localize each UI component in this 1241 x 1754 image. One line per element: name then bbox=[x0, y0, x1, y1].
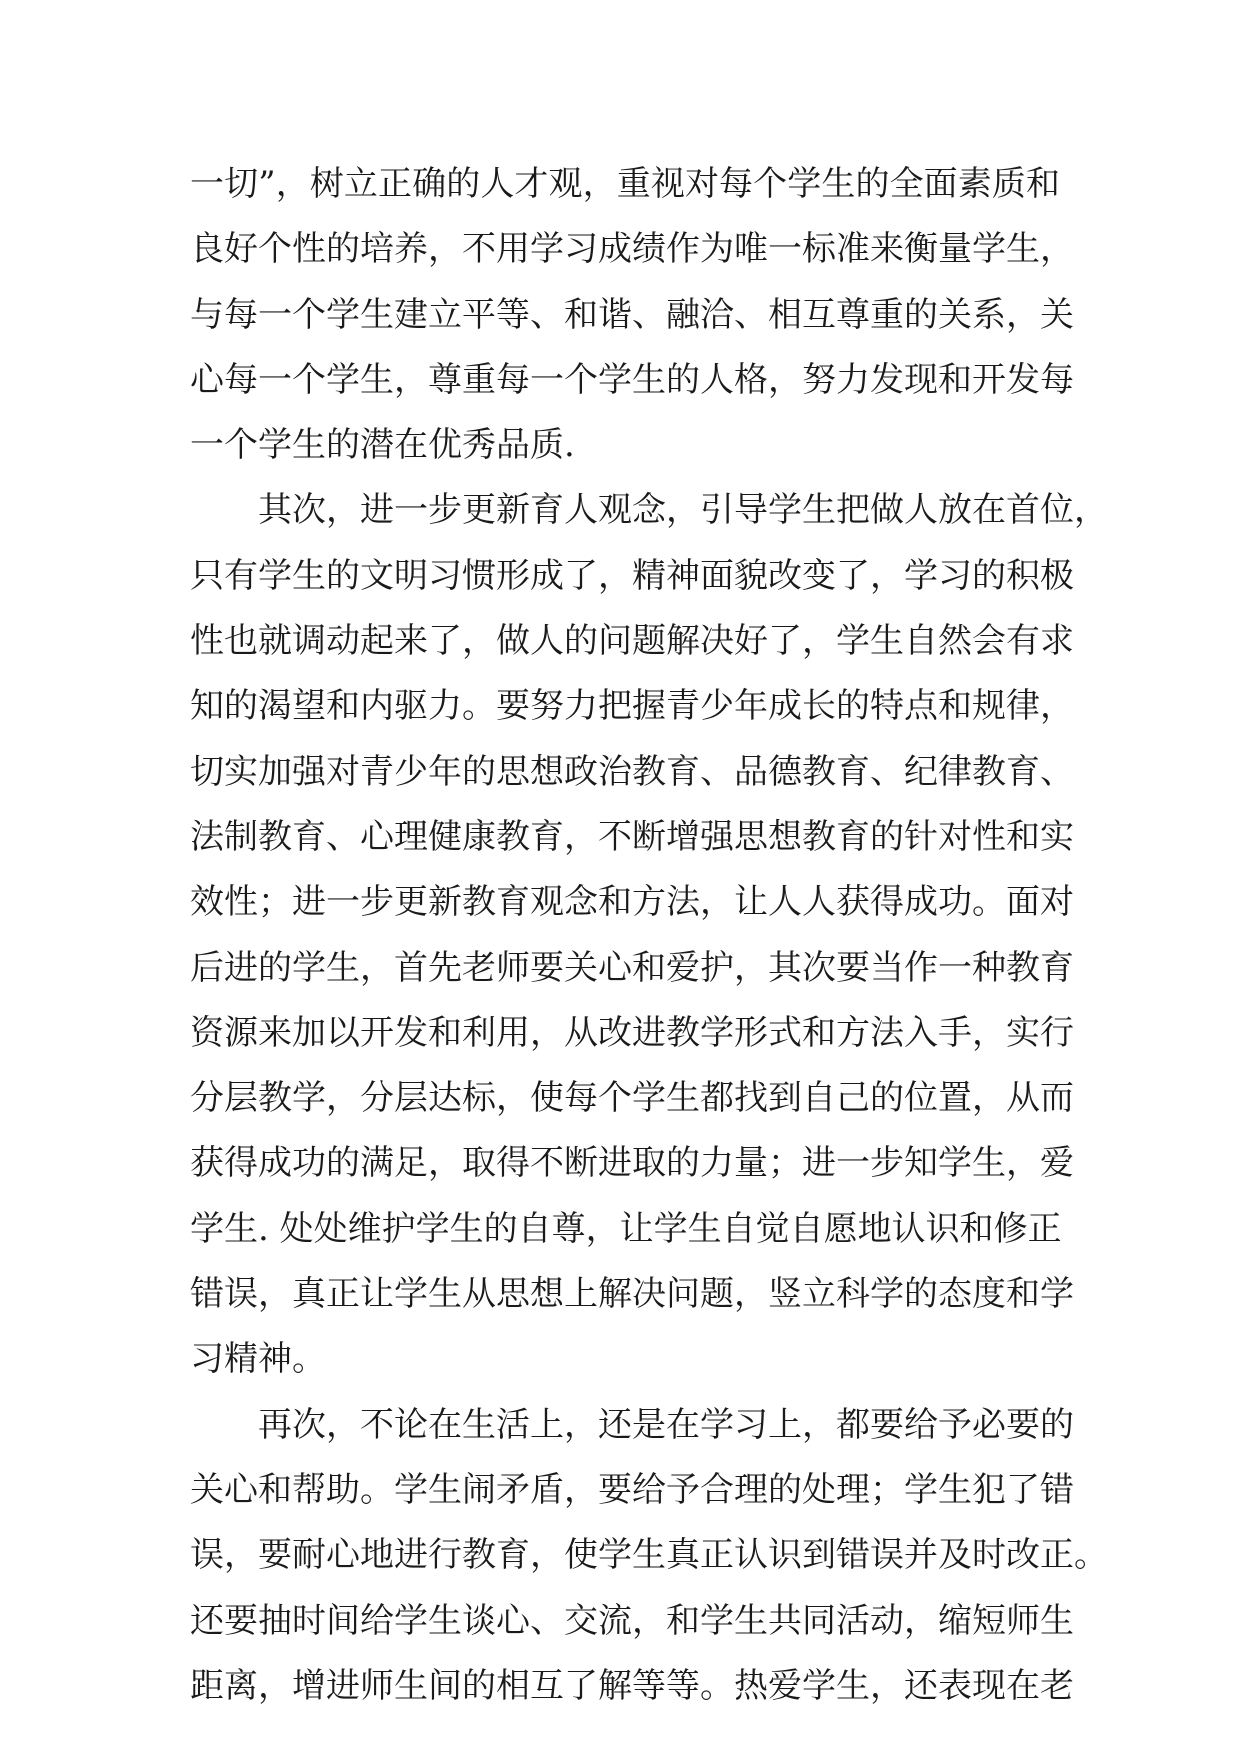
text-line: 效性；进一步更新教育观念和方法，让人人获得成功。面对 bbox=[190, 882, 1074, 923]
text-line: 还要抽时间给学生谈心、交流，和学生共同活动，缩短师生 bbox=[190, 1600, 1074, 1641]
body-text bbox=[190, 152, 1108, 1719]
text-line: 一切”，树立正确的人才观，重视对每个学生的全面素质和 bbox=[190, 164, 1060, 204]
text-line: 错误，真正让学生从思想上解决问题，竖立科学的态度和学 bbox=[190, 1274, 1074, 1315]
text-line: 与每一个学生建立平等、和谐、融洽、相互尊重的关系，关 bbox=[190, 294, 1074, 335]
text-line: 只有学生的文明习惯形成了，精神面貌改变了，学习的积极 bbox=[190, 555, 1074, 596]
text-line: 获得成功的满足，取得不断进取的力量；进一步知学生，爱 bbox=[190, 1143, 1074, 1184]
text-line: 良好个性的培养，不用学习成绩作为唯一标准来衡量学生， bbox=[190, 229, 1074, 270]
text-line: 知的渴望和内驱力。要努力把握青少年成长的特点和规律， bbox=[190, 686, 1074, 727]
text-line: 性也就调动起来了，做人的问题解决好了，学生自然会有求 bbox=[190, 621, 1074, 662]
paragraph-1 bbox=[190, 152, 1074, 478]
text-line: 心每一个学生，尊重每一个学生的人格，努力发现和开发每 bbox=[190, 359, 1074, 400]
text-line: 后进的学生，首先老师要关心和爱护，其次要当作一种教育 bbox=[190, 947, 1074, 988]
text-line: 距离，增进师生间的相互了解等等。热爱学生，还表现在老 bbox=[190, 1665, 1074, 1706]
text-line: 学生. 处处维护学生的自尊，让学生自觉自愿地认识和修正 bbox=[190, 1208, 1062, 1249]
text-line: 误，要耐心地进行教育，使学生真正认识到错误并及时改正。 bbox=[190, 1535, 1108, 1576]
text-line: 习精神。 bbox=[190, 1339, 326, 1380]
text-line: 分层教学，分层达标，使每个学生都找到自己的位置，从而 bbox=[190, 1078, 1074, 1119]
paragraph-2 bbox=[190, 478, 1108, 1392]
text-line: 资源来加以开发和利用，从改进教学形式和方法入手，实行 bbox=[190, 1012, 1074, 1053]
text-line: 其次，进一步更新育人观念，引导学生把做人放在首位， bbox=[258, 490, 1108, 531]
text-line: 法制教育、心理健康教育，不断增强思想教育的针对性和实 bbox=[190, 816, 1074, 857]
text-line: 一个学生的潜在优秀品质. bbox=[190, 425, 575, 466]
paragraph-3 bbox=[190, 1393, 1108, 1719]
text-line: 再次，不论在生活上，还是在学习上，都要给予必要的 bbox=[258, 1404, 1074, 1445]
text-line: 切实加强对青少年的思想政治教育、品德教育、纪律教育、 bbox=[190, 751, 1074, 792]
text-line: 关心和帮助。学生闹矛盾，要给予合理的处理；学生犯了错 bbox=[190, 1469, 1074, 1510]
